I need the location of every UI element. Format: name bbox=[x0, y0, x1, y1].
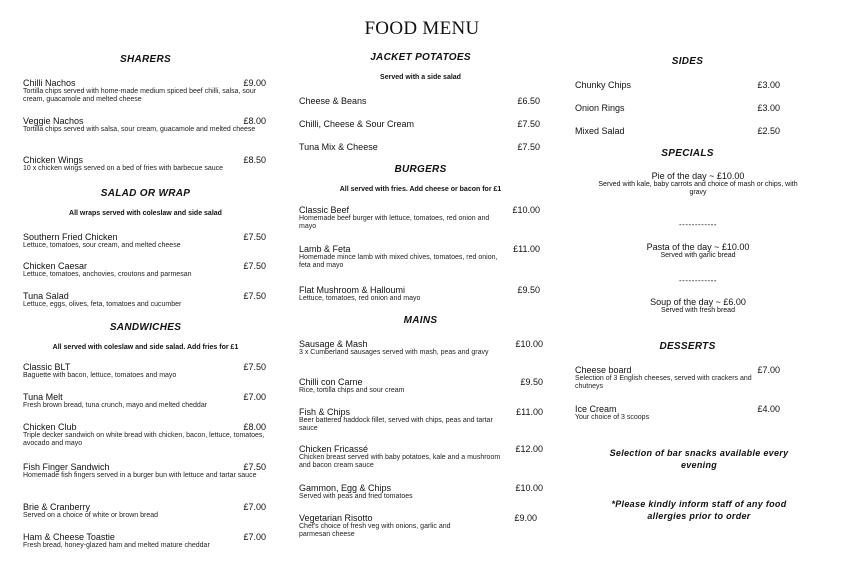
item-description: Tortilla chips served with home-made medium spiced beef chilli, salsa, sour cream, guacamole and melted cheese bbox=[23, 88, 257, 103]
menu-item-flat-mushroom-halloumi bbox=[299, 285, 540, 303]
item-name: Classic BLT bbox=[23, 362, 71, 372]
menu-item-chilli-con-carne bbox=[299, 377, 543, 395]
menu-item-tuna-melt bbox=[23, 392, 266, 410]
item-name: Ice Cream bbox=[575, 404, 617, 414]
item-description: Rice, tortilla chips and sour cream bbox=[299, 387, 405, 394]
menu-item-lamb-feta bbox=[299, 244, 540, 270]
item-price: £9.00 bbox=[514, 513, 537, 523]
menu-item-classic-beef bbox=[299, 205, 540, 231]
item-name: Chilli con Carne bbox=[299, 377, 363, 387]
item-description: Chicken breast served with baby potatoes, kale and a mushroom and bacon cream sauce bbox=[299, 454, 501, 469]
special-description: Served with kale, baby carrots and choice of mash or chips, with gravy bbox=[598, 181, 798, 196]
jacket-potatoes-heading: JACKET POTATOES bbox=[370, 52, 471, 63]
item-price: £7.50 bbox=[243, 291, 266, 301]
special-title: Pie of the day ~ £10.00 bbox=[651, 171, 745, 181]
item-price: £8.00 bbox=[243, 422, 266, 432]
item-description: Your choice of 3 scoops bbox=[575, 414, 650, 421]
item-price: £3.00 bbox=[757, 103, 780, 113]
item-price: £7.50 bbox=[517, 119, 540, 129]
item-name: Chilli, Cheese & Sour Cream bbox=[299, 119, 415, 129]
item-name: Ham & Cheese Toastie bbox=[23, 532, 115, 542]
sides-heading: SIDES bbox=[671, 56, 704, 67]
item-name: Lamb & Feta bbox=[299, 244, 351, 254]
divider: ------------ bbox=[679, 220, 717, 229]
bar-snacks-note: Selection of bar snacks available every evening bbox=[609, 448, 789, 470]
item-name: Tuna Salad bbox=[23, 291, 69, 301]
mains-heading: MAINS bbox=[403, 315, 438, 326]
menu-item-brie-cranberry bbox=[23, 502, 266, 520]
menu-item-chicken-club bbox=[23, 422, 266, 448]
sharers-heading: SHARERS bbox=[120, 54, 171, 65]
item-description: Lettuce, eggs, olives, feta, tomatoes and cucumber bbox=[23, 301, 182, 308]
item-description: Lettuce, tomatoes, sour cream, and melted cheese bbox=[23, 242, 181, 249]
item-price: £3.00 bbox=[757, 80, 780, 90]
item-description: Chef's choice of fresh veg with onions, garlic and parmesan cheese bbox=[299, 523, 451, 538]
item-price: £11.00 bbox=[513, 244, 540, 254]
item-description: 3 x Cumberland sausages served with mash, peas and gravy bbox=[299, 349, 489, 356]
item-name: Onion Rings bbox=[575, 103, 625, 113]
item-description: Served with peas and fried tomatoes bbox=[299, 493, 413, 500]
item-name: Veggie Nachos bbox=[23, 116, 84, 126]
menu-item-chilli-nachos bbox=[23, 78, 266, 104]
menu-item-sausage-mash bbox=[299, 339, 543, 357]
menu-item-cheese-beans bbox=[299, 96, 540, 106]
item-description: Tortilla chips served with salsa, sour cream, guacamole and melted cheese bbox=[23, 126, 256, 133]
item-price: £9.50 bbox=[517, 285, 540, 295]
menu-item-chilli-cheese-sour-cream bbox=[299, 119, 540, 129]
item-name: Tuna Mix & Cheese bbox=[299, 142, 378, 152]
burgers-heading: BURGERS bbox=[394, 164, 447, 175]
item-name: Mixed Salad bbox=[575, 126, 625, 136]
menu-item-ham-cheese-toastie bbox=[23, 532, 266, 550]
item-price: £7.50 bbox=[243, 261, 266, 271]
item-name: Southern Fried Chicken bbox=[23, 232, 118, 242]
item-description: Triple decker sandwich on white bread with chicken, bacon, lettuce, tomatoes, avocado and mayo bbox=[23, 432, 265, 447]
special-description: Served with fresh bread bbox=[661, 307, 735, 314]
menu-item-cheese-board bbox=[575, 365, 780, 391]
sandwiches-heading: SANDWICHES bbox=[109, 322, 182, 333]
item-name: Fish Finger Sandwich bbox=[23, 462, 110, 472]
divider: ------------ bbox=[679, 276, 717, 285]
special-title: Soup of the day ~ £6.00 bbox=[650, 297, 746, 307]
desserts-heading: DESSERTS bbox=[659, 341, 716, 352]
item-price: £7.50 bbox=[243, 462, 266, 472]
item-description: Homemade mince lamb with mixed chives, tomatoes, red onion, feta and mayo bbox=[299, 254, 498, 269]
menu-item-chunky-chips bbox=[575, 80, 780, 90]
special-soup bbox=[596, 297, 800, 315]
item-description: Beer battered haddock fillet, served with chips, peas and tartar sauce bbox=[299, 417, 493, 432]
item-description: Fresh bread, honey-glazed ham and melted mature cheddar bbox=[23, 542, 210, 549]
allergy-note: *Please kindly inform staff of any food allergies prior to order bbox=[611, 499, 787, 521]
menu-item-veggie-nachos bbox=[23, 116, 266, 134]
menu-item-chicken-fricasse bbox=[299, 444, 543, 470]
burgers-note: All served with fries. Add cheese or bacon for £1 bbox=[339, 186, 502, 193]
special-description: Served with garlic bread bbox=[660, 252, 736, 259]
menu-item-tuna-mix-cheese bbox=[299, 142, 540, 152]
item-price: £8.50 bbox=[243, 155, 266, 165]
item-price: £8.00 bbox=[243, 116, 266, 126]
salad-wrap-note: All wraps served with coleslaw and side salad bbox=[69, 210, 222, 217]
menu-item-fish-chips bbox=[299, 407, 543, 433]
specials-heading: SPECIALS bbox=[661, 148, 714, 159]
item-price: £11.00 bbox=[516, 407, 543, 417]
item-description: Baguette with bacon, lettuce, tomatoes and mayo bbox=[23, 372, 177, 379]
item-description: 10 x chicken wings served on a bed of fries with barbecue sauce bbox=[23, 165, 224, 172]
item-name: Cheese board bbox=[575, 365, 632, 375]
item-name: Chilli Nachos bbox=[23, 78, 76, 88]
item-name: Flat Mushroom & Halloumi bbox=[299, 285, 406, 295]
item-price: £12.00 bbox=[515, 444, 543, 454]
item-price: £10.00 bbox=[515, 483, 543, 493]
item-price: £7.50 bbox=[243, 232, 266, 242]
item-description: Homemade beef burger with lettuce, tomatoes, red onion and mayo bbox=[299, 215, 490, 230]
item-price: £7.00 bbox=[757, 365, 780, 375]
item-price: £10.00 bbox=[512, 205, 540, 215]
item-description: Homemade fish fingers served in a burger bun with lettuce and tartar sauce bbox=[23, 472, 257, 479]
menu-item-ice-cream bbox=[575, 404, 780, 422]
item-price: £6.50 bbox=[517, 96, 540, 106]
salad-wrap-heading: SALAD OR WRAP bbox=[100, 188, 191, 199]
item-description: Lettuce, tomatoes, anchovies, croutons and parmesan bbox=[23, 271, 192, 278]
sandwiches-note: All served with coleslaw and side salad. Add fries for £1 bbox=[52, 344, 239, 351]
item-price: £7.00 bbox=[243, 502, 266, 512]
item-price: £9.50 bbox=[520, 377, 543, 387]
item-name: Gammon, Egg & Chips bbox=[299, 483, 392, 493]
item-name: Chicken Wings bbox=[23, 155, 84, 165]
menu-item-onion-rings bbox=[575, 103, 780, 113]
item-description: Lettuce, tomatoes, red onion and mayo bbox=[299, 295, 421, 302]
item-description: Selection of 3 English cheeses, served with crackers and chutneys bbox=[575, 375, 752, 390]
item-name: Chicken Caesar bbox=[23, 261, 88, 271]
item-name: Chunky Chips bbox=[575, 80, 632, 90]
menu-item-tuna-salad bbox=[23, 291, 266, 309]
menu-item-mixed-salad bbox=[575, 126, 780, 136]
item-price: £4.00 bbox=[757, 404, 780, 414]
item-description: Served on a choice of white or brown bread bbox=[23, 512, 159, 519]
item-price: £2.50 bbox=[757, 126, 780, 136]
item-price: £7.00 bbox=[243, 392, 266, 402]
item-name: Chicken Club bbox=[23, 422, 77, 432]
item-price: £9.00 bbox=[243, 78, 266, 88]
special-pie bbox=[596, 171, 800, 197]
menu-item-classic-blt bbox=[23, 362, 266, 380]
item-price: £7.50 bbox=[517, 142, 540, 152]
menu-item-vegetarian-risotto bbox=[299, 513, 537, 539]
item-price: £7.50 bbox=[243, 362, 266, 372]
menu-item-chicken-caesar bbox=[23, 261, 266, 279]
item-price: £7.00 bbox=[243, 532, 266, 542]
item-name: Cheese & Beans bbox=[299, 96, 367, 106]
item-name: Tuna Melt bbox=[23, 392, 63, 402]
item-name: Sausage & Mash bbox=[299, 339, 368, 349]
special-title: Pasta of the day ~ £10.00 bbox=[646, 242, 750, 252]
menu-item-chicken-wings bbox=[23, 155, 266, 173]
item-name: Classic Beef bbox=[299, 205, 350, 215]
item-name: Fish & Chips bbox=[299, 407, 351, 417]
special-pasta bbox=[596, 242, 800, 260]
item-name: Chicken Fricassé bbox=[299, 444, 369, 454]
page-title: FOOD MENU bbox=[364, 18, 480, 39]
item-price: £10.00 bbox=[515, 339, 543, 349]
item-name: Brie & Cranberry bbox=[23, 502, 91, 512]
jacket-potatoes-note: Served with a side salad bbox=[380, 74, 461, 81]
item-description: Fresh brown bread, tuna crunch, mayo and melted cheddar bbox=[23, 402, 208, 409]
menu-item-fish-finger-sandwich bbox=[23, 462, 266, 480]
item-name: Vegetarian Risotto bbox=[299, 513, 373, 523]
menu-item-southern-fried-chicken bbox=[23, 232, 266, 250]
menu-item-gammon-egg-chips bbox=[299, 483, 543, 501]
